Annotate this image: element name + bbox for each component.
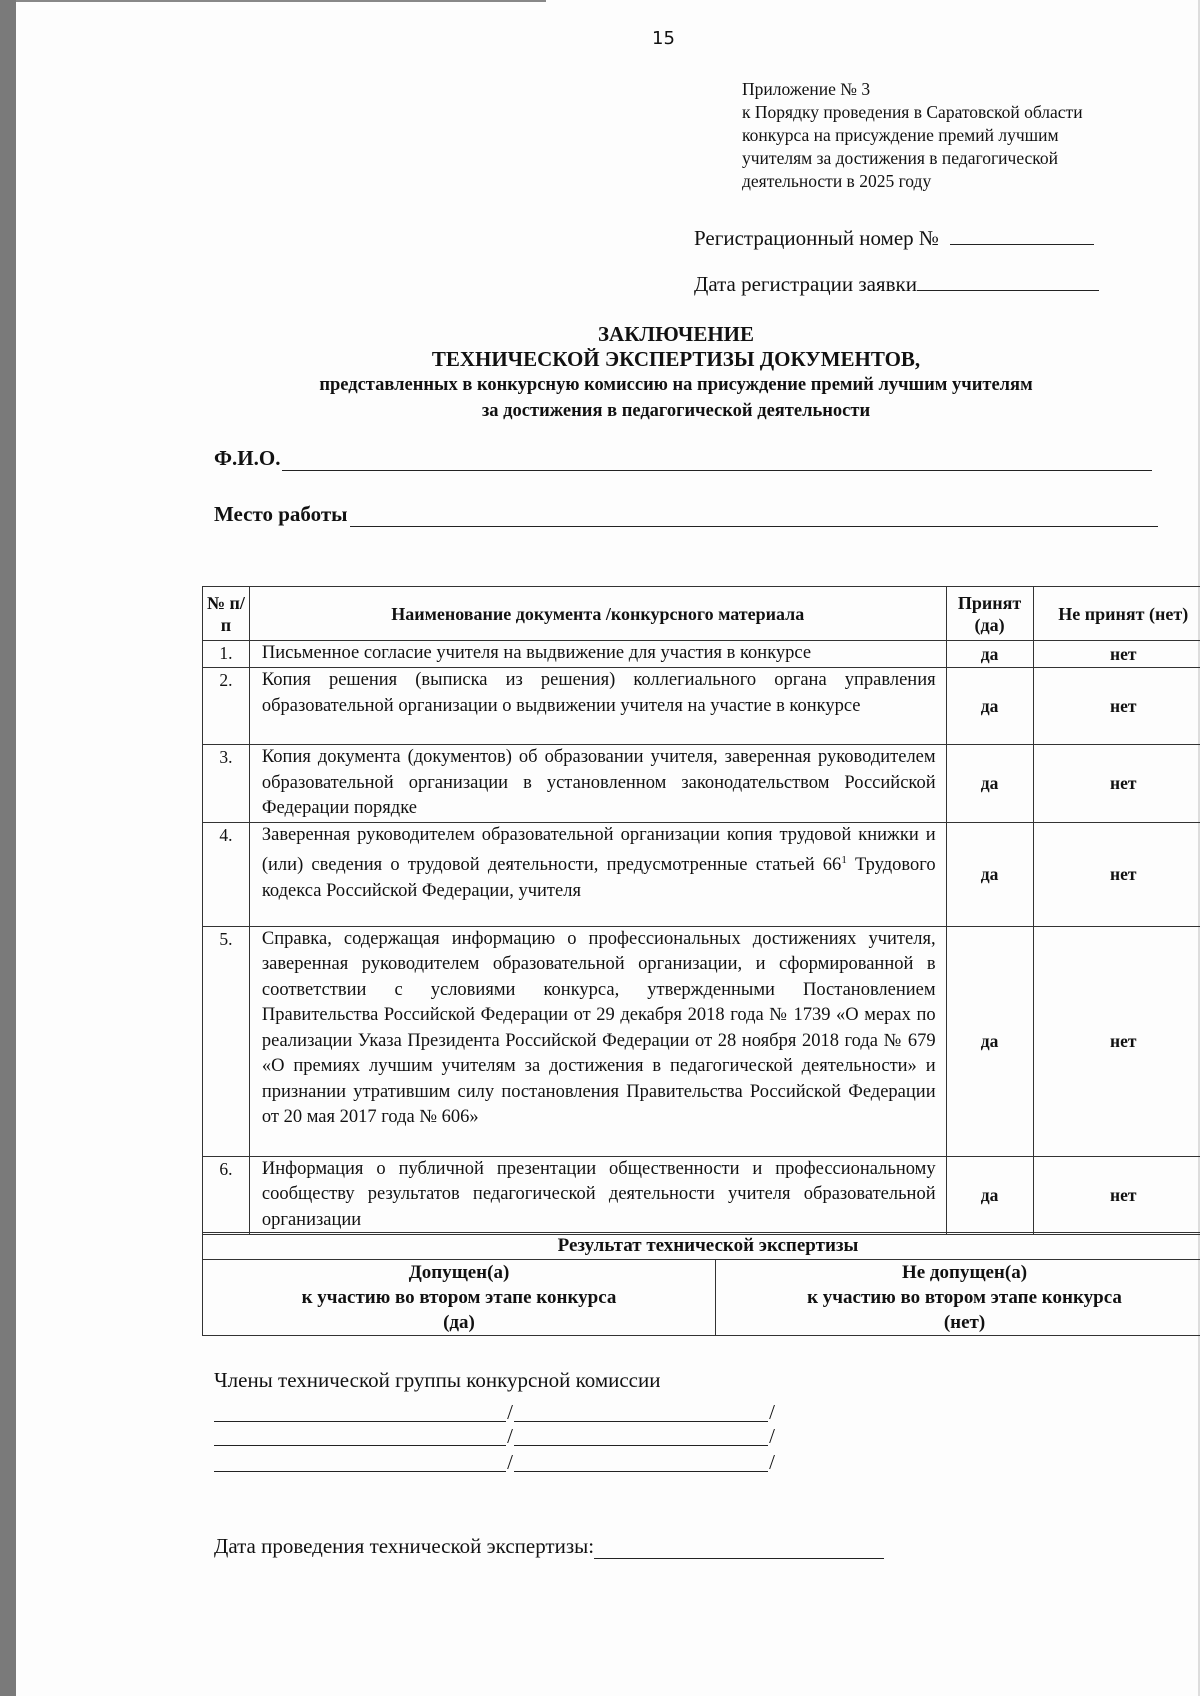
- expertise-date-blank[interactable]: [594, 1536, 884, 1559]
- expertise-date-field: [214, 1534, 884, 1559]
- registration-date-field: [694, 270, 1099, 297]
- row-not-accepted[interactable]: нет: [1033, 745, 1200, 823]
- not-admitted-line-1: Не допущен(а): [901, 1262, 1028, 1283]
- slash-separator: /: [507, 1400, 513, 1424]
- title-line-2: ТЕХНИЧЕСКОЙ ЭКСПЕРТИЗЫ ДОКУМЕНТОВ,: [431, 347, 921, 371]
- title-line-4: за достижения в педагогической деятельности: [481, 401, 871, 421]
- article-superscript: 1: [841, 854, 847, 866]
- name-blank[interactable]: [514, 1449, 768, 1472]
- row-num: 1.: [203, 641, 250, 668]
- row-num: 5.: [203, 926, 250, 1156]
- fio-blank[interactable]: [282, 448, 1152, 471]
- title-line-1: ЗАКЛЮЧЕНИЕ: [597, 322, 755, 346]
- row-name: Копия документа (документов) об образовании учителя, заверенная руководителем образовательной организации в установленном законодательством Российской Федерации порядке: [249, 745, 946, 823]
- appendix-line: деятельности в 2025 году: [742, 171, 932, 191]
- row-not-accepted[interactable]: нет: [1033, 668, 1200, 745]
- table-row: [203, 745, 1200, 823]
- row-not-accepted[interactable]: нет: [1033, 926, 1200, 1156]
- fio-label: Ф.И.О.: [214, 446, 281, 470]
- appendix-line: конкурса на присуждение премий лучшим: [742, 125, 1059, 145]
- workplace-blank[interactable]: [350, 504, 1158, 527]
- appendix-line: учителям за достижения в педагогической: [742, 148, 1059, 168]
- signature-row: [214, 1422, 776, 1446]
- row-not-accepted[interactable]: нет: [1033, 1156, 1200, 1234]
- row-num: 6.: [203, 1156, 250, 1234]
- workplace-field: [214, 502, 1158, 527]
- title-line-3: представленных в конкурсную комиссию на присуждение премий лучшим учителям: [319, 375, 1033, 395]
- admitted-line-3: (да): [443, 1312, 475, 1333]
- result-title-row: [203, 1233, 1200, 1260]
- result-options-row: [203, 1260, 1200, 1336]
- slash-separator: /: [507, 1424, 513, 1448]
- appendix-note: [742, 78, 1083, 193]
- name-blank[interactable]: [514, 1423, 768, 1446]
- members-label: Члены технической группы конкурсной комиссии: [214, 1368, 661, 1392]
- header-accepted: Принят (да): [946, 587, 1033, 641]
- row-not-accepted[interactable]: нет: [1033, 641, 1200, 668]
- slash-separator: /: [507, 1450, 513, 1474]
- result-title: Результат технической экспертизы: [203, 1233, 1200, 1260]
- row-accepted[interactable]: да: [946, 822, 1033, 926]
- signature-row: [214, 1398, 776, 1422]
- row-name-text-end: Трудового кодекса Российской Федерации, учителя: [261, 855, 936, 901]
- table-row: [203, 926, 1200, 1156]
- header-num: № п/п: [203, 587, 250, 641]
- row-name: Письменное согласие учителя на выдвижение для участия в конкурсе: [249, 641, 946, 668]
- row-name: Информация о публичной презентации общественности и профессиональному сообществу результатов педагогической деятельности учителя образовательной организации: [249, 1156, 946, 1234]
- row-name: [249, 822, 946, 926]
- document-page: [16, 0, 1200, 1696]
- slash-separator: /: [769, 1424, 775, 1448]
- table-row: [203, 822, 1200, 926]
- row-accepted[interactable]: да: [946, 926, 1033, 1156]
- row-name: Копия решения (выписка из решения) коллегиального органа управления образовательной организации о выдвижении учителя на участие в конкурсе: [249, 668, 946, 745]
- signature-row: [214, 1448, 776, 1472]
- not-admitted-line-3: (нет): [943, 1312, 986, 1333]
- expertise-date-label: Дата проведения технической экспертизы:: [214, 1534, 595, 1558]
- workplace-label: Место работы: [214, 502, 348, 526]
- slash-separator: /: [769, 1450, 775, 1474]
- row-num: 3.: [203, 745, 250, 823]
- document-title: [196, 322, 1156, 424]
- row-accepted[interactable]: да: [946, 1156, 1033, 1234]
- table-row: [203, 1156, 1200, 1234]
- registration-number-blank[interactable]: [950, 224, 1094, 245]
- row-accepted[interactable]: да: [946, 745, 1033, 823]
- fio-field: [214, 446, 1152, 471]
- registration-number-field: [694, 224, 1094, 251]
- registration-date-blank[interactable]: [917, 270, 1099, 291]
- row-accepted[interactable]: да: [946, 668, 1033, 745]
- name-blank[interactable]: [514, 1399, 768, 1422]
- signature-blank[interactable]: [214, 1399, 506, 1422]
- row-name-text: Заверенная руководителем образовательной организации копия трудовой книжки и (или) сведения о трудовой деятельности, предусмотренные статьей 66: [261, 824, 936, 875]
- appendix-line: Приложение № 3: [742, 79, 871, 99]
- row-accepted[interactable]: да: [946, 641, 1033, 668]
- row-num: 4.: [203, 822, 250, 926]
- not-admitted-option[interactable]: [716, 1260, 1200, 1336]
- slash-separator: /: [769, 1400, 775, 1424]
- row-num: 2.: [203, 668, 250, 745]
- table-row: [203, 641, 1200, 668]
- documents-table: [202, 586, 1200, 1235]
- header-not-accepted: Не принят (нет): [1033, 587, 1200, 641]
- admitted-line-2: к участию во втором этапе конкурса: [301, 1287, 617, 1308]
- result-table: [202, 1232, 1200, 1336]
- page-number: 15: [652, 28, 675, 49]
- row-not-accepted[interactable]: нет: [1033, 822, 1200, 926]
- signature-blank[interactable]: [214, 1449, 506, 1472]
- registration-date-label: Дата регистрации заявки: [694, 272, 917, 296]
- registration-number-label: Регистрационный номер №: [694, 226, 939, 250]
- admitted-line-1: Допущен(а): [408, 1262, 510, 1283]
- table-header-row: [203, 587, 1200, 641]
- appendix-line: к Порядку проведения в Саратовской области: [742, 102, 1083, 122]
- scan-edge-line: [16, 0, 546, 2]
- not-admitted-line-2: к участию во втором этапе конкурса: [807, 1287, 1122, 1308]
- row-name: Справка, содержащая информацию о профессиональных достижениях учителя, заверенная руководителем образовательной организации, и сформированной в соответствии с условиями конкурса, утвержденными Постановлением Правительства Российской Федерации от 29 декабря 2018 года № 1739 «О мерах по реализации Указа Президента Российской Федерации от 28 ноября 2018 года № 679 «О премиях лучшим учителям за достижения в педагогической деятельности» и признании утратившим силу постановления Правительства Российской Федерации от 20 мая 2017 года № 606»: [249, 926, 946, 1156]
- admitted-option[interactable]: [203, 1260, 716, 1336]
- signature-blank[interactable]: [214, 1423, 506, 1446]
- table-row: [203, 668, 1200, 745]
- header-name: Наименование документа /конкурсного материала: [249, 587, 946, 641]
